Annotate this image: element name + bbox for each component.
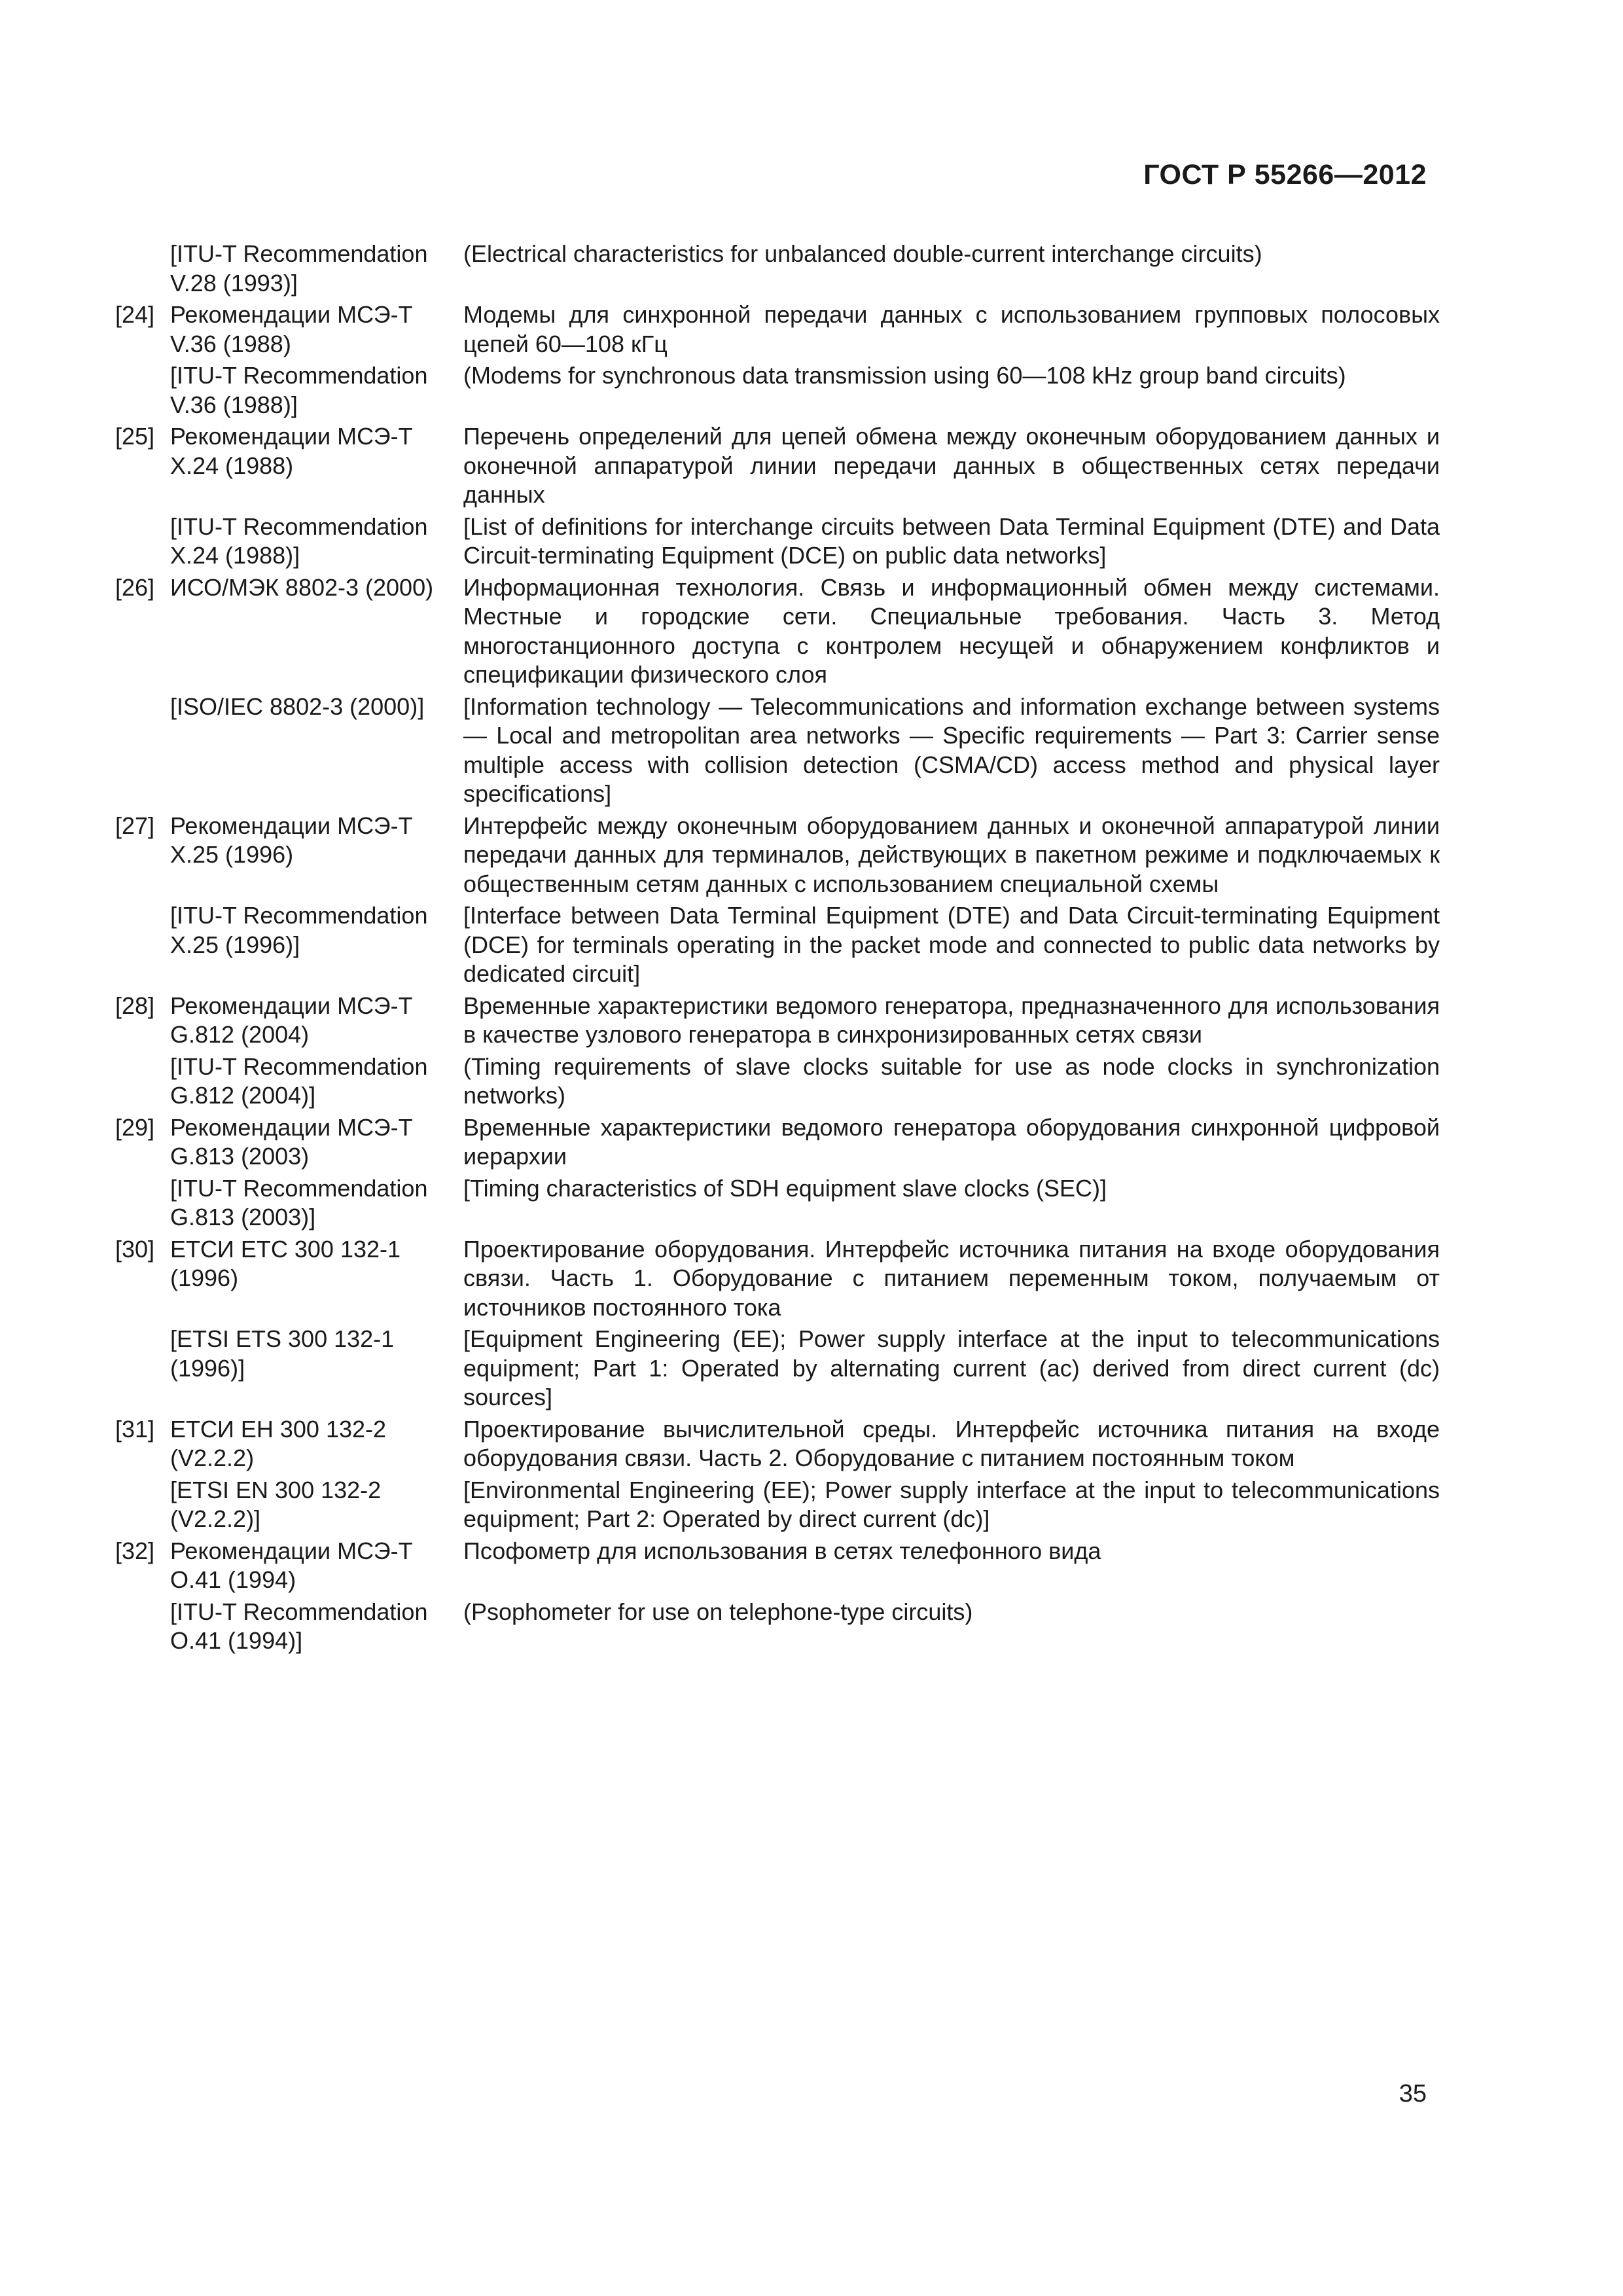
reference-title: [Interface between Data Terminal Equipment (DTE) and Data Circuit-terminating Equipment (DCE) for terminals operating in the packet mode and connected to public data networks by dedicated circuit] — [463, 902, 1440, 987]
reference-title: Модемы для синхронной передачи данных с использованием групповых полосовых цепей 60—108 кГц — [463, 301, 1440, 357]
reference-source: Рекомендации МСЭ-Т G.812 (2004) — [170, 992, 413, 1048]
reference-source: ЕТСИ ЕН 300 132-2 (V2.2.2) — [170, 1415, 387, 1471]
reference-number: [30] — [115, 1235, 155, 1263]
reference-source: [ITU-T Recommendation X.24 (1988)] — [170, 512, 428, 569]
reference-title: (Psophometer for use on telephone-type circuits) — [463, 1598, 973, 1625]
page-number: 35 — [1399, 2080, 1427, 2108]
document-code-header: ГОСТ Р 55266—2012 — [1143, 159, 1427, 190]
bibliography-list — [115, 237, 1440, 1656]
reference-entry — [115, 510, 1440, 571]
reference-source: ЕТСИ ЕТС 300 132-1 (1996) — [170, 1235, 401, 1291]
reference-entry — [115, 1050, 1440, 1111]
reference-entry — [115, 1412, 1440, 1473]
bibliography-table — [115, 237, 1440, 1656]
reference-source: [ITU-T Recommendation G.812 (2004)] — [170, 1052, 428, 1109]
reference-number: [25] — [115, 423, 155, 450]
reference-number: [32] — [115, 1537, 155, 1564]
reference-source: Рекомендации МСЭ-Т G.813 (2003) — [170, 1113, 413, 1170]
reference-source: [ETSI EN 300 132-2 (V2.2.2)] — [170, 1476, 382, 1532]
reference-entry — [115, 1473, 1440, 1534]
reference-entry — [115, 989, 1440, 1050]
reference-title: [Information technology — Telecommunications and information exchange between systems — Local and metropolitan area networks — Specific requirements — Part 3: Carrier sense multiple access with collision detection (CSMA/CD) access method and physical layer specifications] — [463, 692, 1440, 807]
reference-entry — [115, 690, 1440, 809]
reference-entry — [115, 359, 1440, 420]
reference-number: [31] — [115, 1415, 155, 1443]
reference-number: [29] — [115, 1113, 155, 1141]
reference-source: Рекомендации МСЭ-Т V.36 (1988) — [170, 301, 413, 357]
reference-source: [ITU-T Recommendation X.25 (1996)] — [170, 902, 428, 958]
reference-title: [Environmental Engineering (EE); Power supply interface at the input to telecommunications equipment; Part 2: Operated by direct current (dc)] — [463, 1476, 1440, 1532]
reference-entry — [115, 1232, 1440, 1323]
reference-entry — [115, 298, 1440, 359]
reference-title: Временные характеристики ведомого генератора оборудования синхронной цифровой иерархии — [463, 1113, 1440, 1170]
reference-entry — [115, 420, 1440, 510]
reference-number — [115, 510, 170, 571]
reference-number — [115, 237, 170, 298]
reference-entry — [115, 1595, 1440, 1656]
reference-source: [ETSI ETS 300 132-1 (1996)] — [170, 1325, 395, 1382]
reference-number — [115, 1050, 170, 1111]
reference-entry — [115, 1172, 1440, 1232]
reference-number — [115, 1473, 170, 1534]
reference-number — [115, 359, 170, 420]
reference-title: Временные характеристики ведомого генератора, предназначенного для использования в качестве узлового генератора в синхронизированных сетях связи — [463, 992, 1440, 1048]
reference-title: [List of definitions for interchange circuits between Data Terminal Equipment (DTE) and Data Circuit-terminating Equipment (DCE) on public data networks] — [463, 512, 1440, 569]
reference-source: ИСО/МЭК 8802-3 (2000) — [170, 573, 434, 601]
reference-title: (Timing requirements of slave clocks suitable for use as node clocks in synchronization networks) — [463, 1052, 1440, 1109]
reference-title: Проектирование оборудования. Интерфейс источника питания на входе оборудования связи. Часть 1. Оборудование с питанием переменным током, получаемым от источников постоянного тока — [463, 1235, 1440, 1321]
reference-entry — [115, 1534, 1440, 1595]
reference-entry — [115, 571, 1440, 690]
reference-source: Рекомендации МСЭ-Т Х.24 (1988) — [170, 423, 413, 479]
reference-entry — [115, 237, 1440, 298]
reference-number — [115, 1595, 170, 1656]
reference-title: Псофометр для использования в сетях телефонного вида — [463, 1537, 1101, 1564]
reference-title: Информационная технология. Связь и информационный обмен между системами. Местные и городские сети. Специальные требования. Часть 3. Метод многостанционного доступа с контролем несущей и обнаружением конфликтов и спецификации физического слоя — [463, 573, 1440, 688]
reference-entry — [115, 809, 1440, 899]
reference-title: Проектирование вычислительной среды. Интерфейс источника питания на входе оборудования связи. Часть 2. Оборудование с питанием постоянным током — [463, 1415, 1440, 1471]
reference-source: [ITU-T Recommendation O.41 (1994)] — [170, 1598, 428, 1654]
reference-title: Интерфейс между оконечным оборудованием данных и оконечной аппаратурой линии передачи данных для терминалов, действующих в пакетном режиме и подключаемых к общественным сетям данных с использованием специальной схемы — [463, 812, 1440, 897]
reference-entry — [115, 1111, 1440, 1172]
reference-number — [115, 1322, 170, 1412]
reference-entry — [115, 1322, 1440, 1412]
reference-source: [ITU-T Recommendation V.36 (1988)] — [170, 362, 428, 418]
reference-title: (Electrical characteristics for unbalanced double-current interchange circuits) — [463, 240, 1262, 267]
reference-entry — [115, 899, 1440, 989]
reference-title: [Equipment Engineering (EE); Power supply interface at the input to telecommunications equipment; Part 1: Operated by alternating current (ac) derived from direct current (dc) sources] — [463, 1325, 1440, 1410]
reference-source: [ITU-T Recommendation V.28 (1993)] — [170, 240, 428, 296]
reference-number: [26] — [115, 573, 155, 601]
reference-source: Рекомендации МСЭ-Т Х.25 (1996) — [170, 812, 413, 868]
reference-source: [ITU-T Recommendation G.813 (2003)] — [170, 1174, 428, 1230]
reference-title: [Timing characteristics of SDH equipment slave clocks (SEC)] — [463, 1174, 1107, 1202]
reference-number — [115, 899, 170, 989]
reference-number: [27] — [115, 812, 155, 839]
reference-number: [28] — [115, 992, 155, 1019]
reference-source: [ISO/IEC 8802-3 (2000)] — [170, 692, 425, 720]
reference-source: Рекомендации МСЭ-Т О.41 (1994) — [170, 1537, 413, 1593]
reference-number — [115, 1172, 170, 1232]
reference-title: (Modems for synchronous data transmission using 60—108 kHz group band circuits) — [463, 362, 1346, 389]
reference-number — [115, 690, 170, 809]
reference-title: Перечень определений для цепей обмена между оконечным оборудованием данных и оконечной аппаратурой линии передачи данных в общественных сетях передачи данных — [463, 423, 1440, 508]
reference-number: [24] — [115, 301, 155, 328]
